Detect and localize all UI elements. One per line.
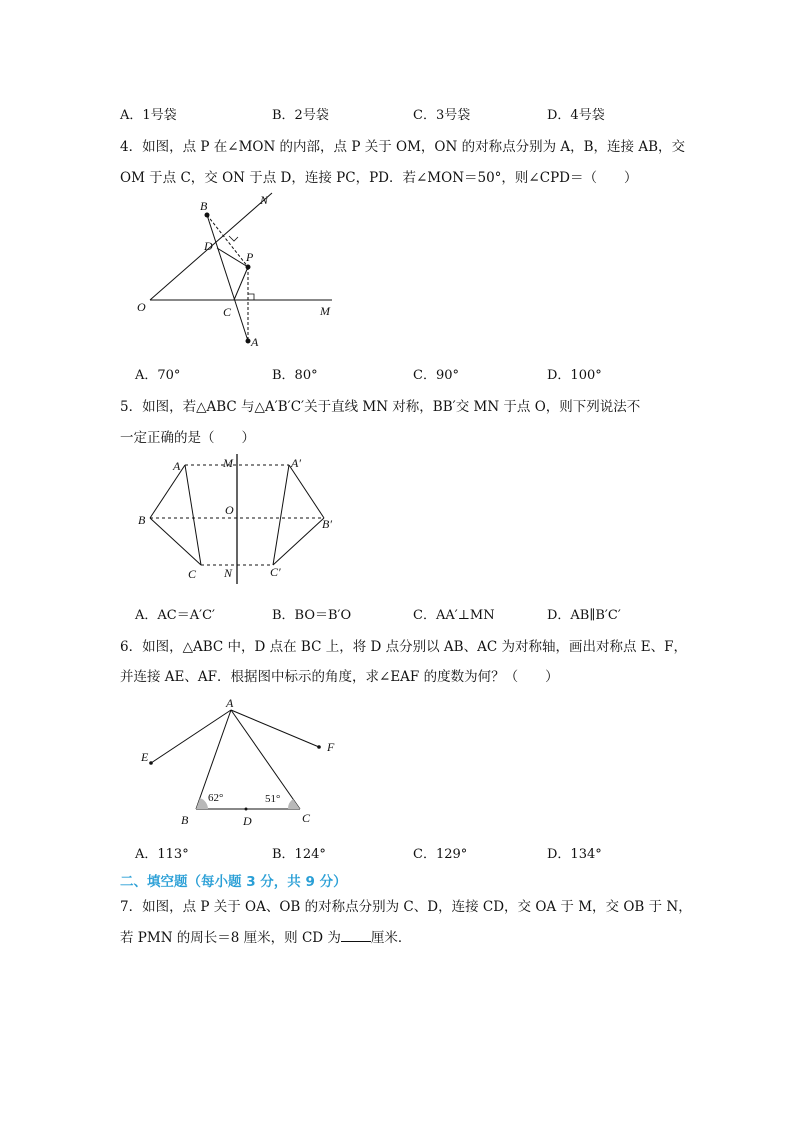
label-m: M <box>223 456 233 470</box>
point-f <box>317 745 321 749</box>
q4-option-c[interactable]: C．90° <box>413 368 459 383</box>
segment-ab <box>207 215 248 341</box>
q6-option-c[interactable]: C．129° <box>413 847 468 862</box>
section-title-fill-in: 二、填空题（每小题 3 分，共 9 分） <box>120 874 347 890</box>
q6-option-a[interactable]: A．113° <box>135 847 189 862</box>
q4-option-a[interactable]: A．70° <box>135 368 181 383</box>
q5-option-c[interactable]: C．AA′⊥MN <box>413 608 495 623</box>
q4-text-line1: 4．如图，点 P 在∠MON 的内部，点 P 关于 OM，ON 的对称点分别为 A，B，连接 AB，交 <box>120 139 686 155</box>
label-b: B <box>181 813 189 827</box>
label-e: E <box>141 750 149 764</box>
label-c: C <box>223 305 232 319</box>
point-b <box>205 213 210 218</box>
q4-figure <box>130 190 350 350</box>
side-ac <box>185 465 201 565</box>
segment-pd <box>217 248 248 267</box>
angle-c-label: 51° <box>265 793 281 805</box>
side-b2c2 <box>273 518 324 565</box>
label-a-prime: A′ <box>291 456 301 470</box>
label-c-prime: C′ <box>270 565 281 579</box>
segment-bp-dashed <box>207 215 248 267</box>
label-b: B <box>200 199 208 213</box>
q7-text-line2-prefix: 若 PMN 的周长＝8 厘米，则 CD 为 <box>120 930 341 946</box>
label-b: B <box>138 513 146 527</box>
q7-text-line2 <box>120 926 411 946</box>
label-c: C <box>188 567 197 581</box>
segment-ae <box>151 710 231 763</box>
point-p <box>246 265 251 270</box>
angle-b-label: 62° <box>208 792 224 804</box>
label-a: A <box>226 696 234 710</box>
q4-option-b[interactable]: B．80° <box>272 368 318 383</box>
label-o: O <box>225 503 234 517</box>
label-n: N <box>260 193 269 207</box>
right-angle-mark-on <box>229 236 238 241</box>
right-angle-mark-om <box>248 294 254 300</box>
label-o: O <box>137 300 146 314</box>
q6-figure <box>138 695 358 830</box>
q5-option-d[interactable]: D．AB∥B′C′ <box>547 608 621 623</box>
q7-text-line1: 7．如图，点 P 关于 OA、OB 的对称点分别为 C、D，连接 CD，交 OA 于 M，交 OB 于 N， <box>120 899 692 915</box>
side-a2b2 <box>289 465 324 518</box>
q5-option-b[interactable]: B．BO＝B′O <box>272 608 352 623</box>
segment-pc <box>234 267 248 300</box>
label-c: C <box>302 811 311 825</box>
q6-option-b[interactable]: B．124° <box>272 847 326 862</box>
label-a: A <box>251 335 259 349</box>
label-a: A <box>173 459 181 473</box>
label-f: F <box>327 740 335 754</box>
label-p: P <box>246 250 254 264</box>
label-d: D <box>204 239 213 253</box>
label-n: N <box>224 566 233 580</box>
label-d: D <box>243 814 252 828</box>
q4-text-line2: OM 于点 C，交 ON 于点 D，连接 PC，PD．若∠MON＝50°，则∠CPD＝（ ） <box>120 170 638 186</box>
q4-option-d[interactable]: D．100° <box>547 368 602 383</box>
q5-figure <box>135 452 355 587</box>
q6-text-line2: 并连接 AE、AF．根据图中标示的角度，求∠EAF 的度数为何？（ ） <box>120 669 559 685</box>
label-b-prime: B′ <box>322 517 332 531</box>
q6-text-line1: 6．如图，△ABC 中，D 点在 BC 上，将 D 点分别以 AB、AC 为对称轴，画出对称点 E、F， <box>120 639 687 655</box>
q3-option-c[interactable]: C．3号袋 <box>413 108 471 123</box>
q3-option-d[interactable]: D．4号袋 <box>547 108 605 123</box>
label-m: M <box>320 304 330 318</box>
q5-text-line2: 一定正确的是（ ） <box>120 430 255 446</box>
q3-option-b[interactable]: B．2号袋 <box>272 108 329 123</box>
point-e <box>149 761 153 765</box>
q3-option-a[interactable]: A．1号袋 <box>120 108 177 123</box>
point-a <box>246 339 251 344</box>
q5-text-line1: 5．如图，若△ABC 与△A′B′C′关于直线 MN 对称，BB′交 MN 于点 O，则下列说法不 <box>120 399 641 415</box>
q6-option-d[interactable]: D．134° <box>547 847 602 862</box>
side-a2c2 <box>273 465 289 565</box>
q5-option-a[interactable]: A．AC＝A′C′ <box>135 608 215 623</box>
q7-answer-blank[interactable] <box>341 929 371 942</box>
point-d <box>245 808 248 811</box>
angle-c-mark <box>288 799 300 809</box>
q7-text-line2-suffix: 厘米． <box>370 930 412 946</box>
side-bc <box>150 518 201 565</box>
